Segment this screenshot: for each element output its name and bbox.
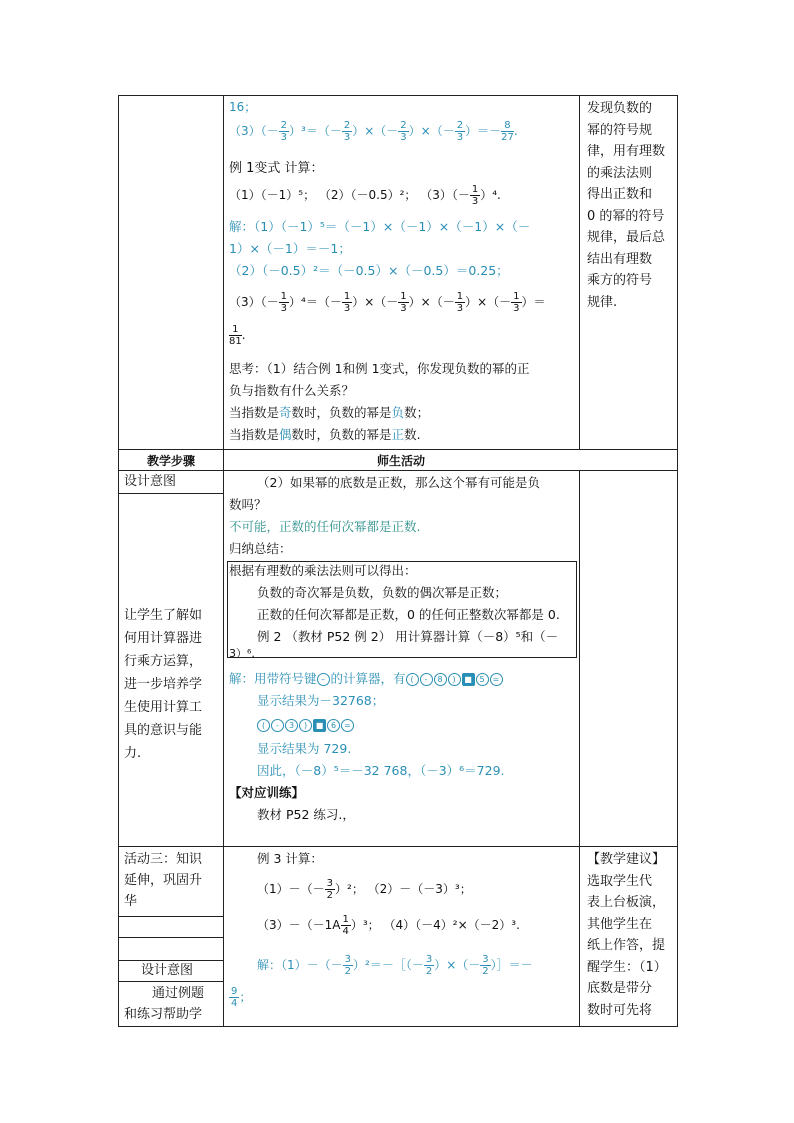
example-2-line-2: 3）⁶.: [229, 647, 255, 660]
example-3-line-2: [257, 914, 520, 937]
num: 1: [456, 291, 464, 302]
result-2: 显示结果为 729.: [257, 741, 352, 756]
key-minus: -: [420, 673, 433, 686]
den: 3: [280, 132, 288, 143]
intent-line: 让学生了解如: [124, 608, 203, 623]
den: 3: [456, 132, 464, 143]
note-line: 幂的符号规: [587, 122, 653, 138]
note-line: 0 的幂的符号: [587, 208, 665, 224]
text: ）³； （4）（－4）²×（－2）³.: [350, 918, 520, 932]
text: 数时，负数的幂是: [291, 405, 392, 420]
fraction-1-3: [342, 291, 352, 314]
num: 1: [229, 324, 242, 336]
note-line: 醒学生：（1）: [587, 959, 667, 975]
den: 3: [456, 303, 464, 314]
solution-line-3: （2）（－0.5）²＝（－0.5）×（－0.5）＝0.25；: [229, 263, 509, 278]
right-note-2: [587, 849, 677, 1021]
text: ）＝－: [465, 124, 502, 138]
text: ）⁴＝（－: [289, 295, 342, 309]
summary-box-line-1: 根据有理数的乘法法则可以得出：: [229, 563, 417, 578]
key-3: 3: [285, 719, 298, 732]
solution-line-4: [229, 291, 546, 314]
note-line: 律，用有理数: [587, 144, 666, 159]
text: ）×（－: [352, 124, 399, 138]
row-divider-l2: [119, 937, 223, 938]
think-line-1: 思考：（1）结合例 1和例 1变式，你发现负数的幂的正: [229, 361, 530, 376]
fraction-1-3: [470, 184, 480, 207]
example-1-variant-problems: [229, 184, 501, 207]
odd-exponent-rule: [229, 404, 429, 422]
text: ）²； （2）－（－3）³；: [335, 882, 472, 896]
den: 3: [513, 303, 520, 314]
den: 2: [425, 966, 433, 977]
fraction-1-3: [398, 291, 408, 314]
text: ；: [239, 990, 252, 1004]
activity3-label: [124, 849, 220, 912]
row-divider-activity3: [119, 846, 677, 847]
num: 1: [400, 291, 407, 302]
intent-text-2: [124, 983, 220, 1025]
note-line: 其他学生在: [587, 916, 653, 932]
text: ）⁴.: [480, 188, 501, 202]
answer-positive: 正: [391, 427, 405, 442]
right-note-1: [587, 98, 677, 313]
text: （1）－（－: [257, 882, 325, 896]
text: （3）（－: [229, 124, 279, 138]
fraction-8-27: [501, 120, 514, 143]
intent-line: 何用计算器进: [124, 631, 203, 646]
example-2-line-1: 例 2 （教材 P52 例 2） 用计算器计算（－8）⁵和（－: [257, 629, 559, 644]
row-divider-intent: [119, 493, 223, 494]
activity3-line: 华: [124, 894, 138, 909]
row-divider-header-top: [119, 449, 677, 450]
key-8: 8: [434, 673, 447, 686]
example-1-variant-title: 例 1变式 计算：: [229, 161, 324, 176]
note-line: 结出有理数: [587, 251, 653, 267]
note-line: 乘方的符号: [587, 273, 653, 288]
note-line: 的乘法法则: [587, 165, 653, 181]
lesson-table: [118, 95, 678, 1027]
text: 数时，负数的幂是: [291, 427, 392, 442]
text: ）²＝－［（－: [353, 958, 424, 972]
fraction-1-3: [511, 291, 521, 314]
fraction-2-3: [342, 120, 352, 143]
fraction-1-3: [455, 291, 465, 314]
key-equals: =: [490, 673, 503, 686]
key-open-paren: (: [406, 673, 419, 686]
text: ）］＝－: [490, 958, 533, 972]
den: 81: [229, 336, 242, 347]
calculator-solution: [229, 670, 504, 688]
practice-label: 【对应训练】: [229, 785, 305, 800]
summary-box-line-3: 正数的任何次幂都是正数，0 的任何正整数次幂都是 0.: [257, 607, 560, 622]
fraction-1-81: [229, 324, 242, 347]
header-steps: 教学步骤: [146, 454, 195, 468]
sign-key-icon: –: [317, 673, 330, 686]
intent2-line: 通过例题: [152, 986, 205, 1001]
num: 3: [344, 954, 352, 965]
example-1-part3: [229, 120, 518, 143]
intent-line: 进一步培养学: [124, 677, 203, 692]
solution-line-2: 1）×（－1）＝－1；: [229, 241, 351, 256]
num: 1: [471, 184, 479, 195]
text: （1）（－1）⁵； （2）（－0.5）²； （3）（－: [229, 188, 470, 202]
text: A: [332, 918, 341, 932]
text: ）×（－: [408, 124, 455, 138]
text: 当指数是: [229, 405, 280, 420]
fraction-1-4: [341, 914, 351, 937]
fraction-2-3: [455, 120, 465, 143]
key-6: 6: [327, 719, 340, 732]
solution-result-1-81: [229, 324, 246, 347]
design-intent-label-1: 设计意图: [124, 474, 177, 489]
num: 1: [342, 914, 349, 925]
text: ）×（－: [465, 295, 512, 309]
example-3-solution: [257, 954, 533, 977]
note-line: 纸上作答，提: [587, 938, 666, 953]
den: 3: [400, 303, 407, 314]
text: 数.: [404, 427, 421, 442]
den: 4: [231, 998, 238, 1009]
fraction-1-3: [279, 291, 289, 314]
key-5: 5: [476, 673, 489, 686]
row-divider-l1: [119, 916, 223, 917]
answer-even: 偶: [279, 427, 292, 442]
fraction-3-2: [424, 954, 434, 977]
design-intent-label-2: 设计意图: [141, 963, 194, 978]
num: 1: [343, 291, 351, 302]
text: （3）（－: [229, 295, 279, 309]
num: 3: [482, 954, 489, 965]
example-3-result: [229, 986, 251, 1009]
num: 3: [425, 954, 433, 965]
even-exponent-rule: [229, 426, 421, 444]
key-power: ■: [313, 719, 326, 732]
text: ）×（－: [434, 958, 481, 972]
fraction-3-2: [343, 954, 353, 977]
summary-box-line-2: 负数的奇次幂是负数，负数的偶次幂是正数；: [257, 585, 508, 600]
note-line: 表上台板演，: [587, 895, 666, 910]
intent2-line: 和练习帮助学: [124, 1007, 203, 1022]
intent-line: 具的意识与能: [124, 723, 203, 738]
den: 3: [343, 303, 351, 314]
think-line-2: 负与指数有什么关系？: [229, 383, 355, 398]
note-line: 规律，最后总: [587, 230, 666, 245]
fraction-3-2: [325, 878, 335, 901]
num: 2: [400, 120, 407, 131]
intent-line: 行乘方运算，: [124, 654, 203, 669]
text: 解：（1）－（－: [257, 958, 343, 972]
den: 27: [501, 132, 514, 143]
text: 的计算器，有: [330, 671, 406, 686]
key-equals: =: [341, 719, 354, 732]
note-line: 得出正数和: [587, 187, 653, 202]
intent-text-1: [124, 604, 220, 765]
row-divider-header-bottom: [119, 470, 677, 471]
text: ）³＝（－: [289, 124, 342, 138]
intent-line: 力.: [124, 746, 142, 761]
key-minus: -: [271, 719, 284, 732]
text: 当指数是: [229, 427, 280, 442]
note-line: 规律.: [587, 294, 618, 310]
text: （3）－（－1: [257, 918, 333, 932]
den: 3: [343, 132, 351, 143]
num: 1: [280, 291, 288, 302]
num: 3: [326, 878, 334, 889]
col-divider-2a: [579, 96, 580, 450]
fraction-2-3: [279, 120, 289, 143]
question-2-line-2: 数吗？: [229, 497, 267, 512]
fraction-9-4: [229, 986, 239, 1009]
num: 1: [513, 291, 520, 302]
answer-negative: 负: [391, 405, 405, 420]
practice-text: 教材 P52 练习.，: [257, 807, 355, 822]
text: 数；: [404, 405, 430, 420]
text: .: [241, 328, 246, 342]
header-activity: 师生活动: [376, 454, 425, 468]
num: 2: [280, 120, 288, 131]
fraction-3-2: [480, 954, 490, 977]
key-close-paren: ): [299, 719, 312, 732]
note-line: 数时可先将: [587, 1002, 653, 1018]
den: 2: [482, 966, 489, 977]
text: ）×（－: [408, 295, 455, 309]
den: 3: [280, 303, 288, 314]
answer-2: 不可能，正数的任何次幂都是正数.: [229, 519, 421, 534]
line-16: 16；: [229, 100, 257, 114]
num: 8: [501, 120, 514, 132]
key-open-paren: (: [257, 719, 270, 732]
example-3-line-1: [257, 878, 472, 901]
den: 3: [400, 132, 407, 143]
text: 解：用带符号键: [229, 671, 317, 686]
col-divider-2b: [579, 471, 580, 1026]
note-line: 发现负数的: [587, 101, 653, 116]
col-divider-1: [223, 96, 224, 1026]
key-power: ■: [462, 673, 475, 686]
example-3-title: 例 3 计算：: [257, 851, 323, 866]
therefore-line: 因此，（－8）⁵＝－32 768，（－3）⁶＝729.: [257, 763, 505, 778]
text: ）×（－: [352, 295, 399, 309]
solution-line-1: 解：（1）（－1）⁵＝（－1）×（－1）×（－1）×（－: [229, 219, 531, 234]
note-line: 【教学建议】: [587, 852, 666, 867]
num: 2: [343, 120, 351, 131]
answer-odd: 奇: [279, 405, 292, 420]
activity3-line: 活动三：知识: [124, 852, 203, 867]
text: .: [513, 124, 518, 138]
row-divider-l4: [119, 981, 223, 982]
fraction-2-3: [398, 120, 408, 143]
summary-label: 归纳总结：: [229, 541, 292, 556]
question-2-line-1: （2）如果幂的底数是正数，那么这个幂有可能是负: [257, 475, 540, 490]
den: 3: [471, 196, 479, 207]
den: 4: [342, 926, 349, 937]
den: 2: [326, 890, 334, 901]
key-sequence-2: [257, 716, 355, 734]
text: ）＝: [521, 295, 546, 309]
num: 2: [456, 120, 464, 131]
num: 9: [231, 986, 238, 997]
key-close-paren: ): [448, 673, 461, 686]
den: 2: [344, 966, 352, 977]
note-line: 选取学生代: [587, 873, 653, 889]
note-line: 底数是带分: [587, 981, 653, 996]
result-1: 显示结果为－32768；: [257, 693, 385, 708]
intent-line: 生使用计算工: [124, 700, 203, 715]
activity3-line: 延伸，巩固升: [124, 873, 203, 888]
